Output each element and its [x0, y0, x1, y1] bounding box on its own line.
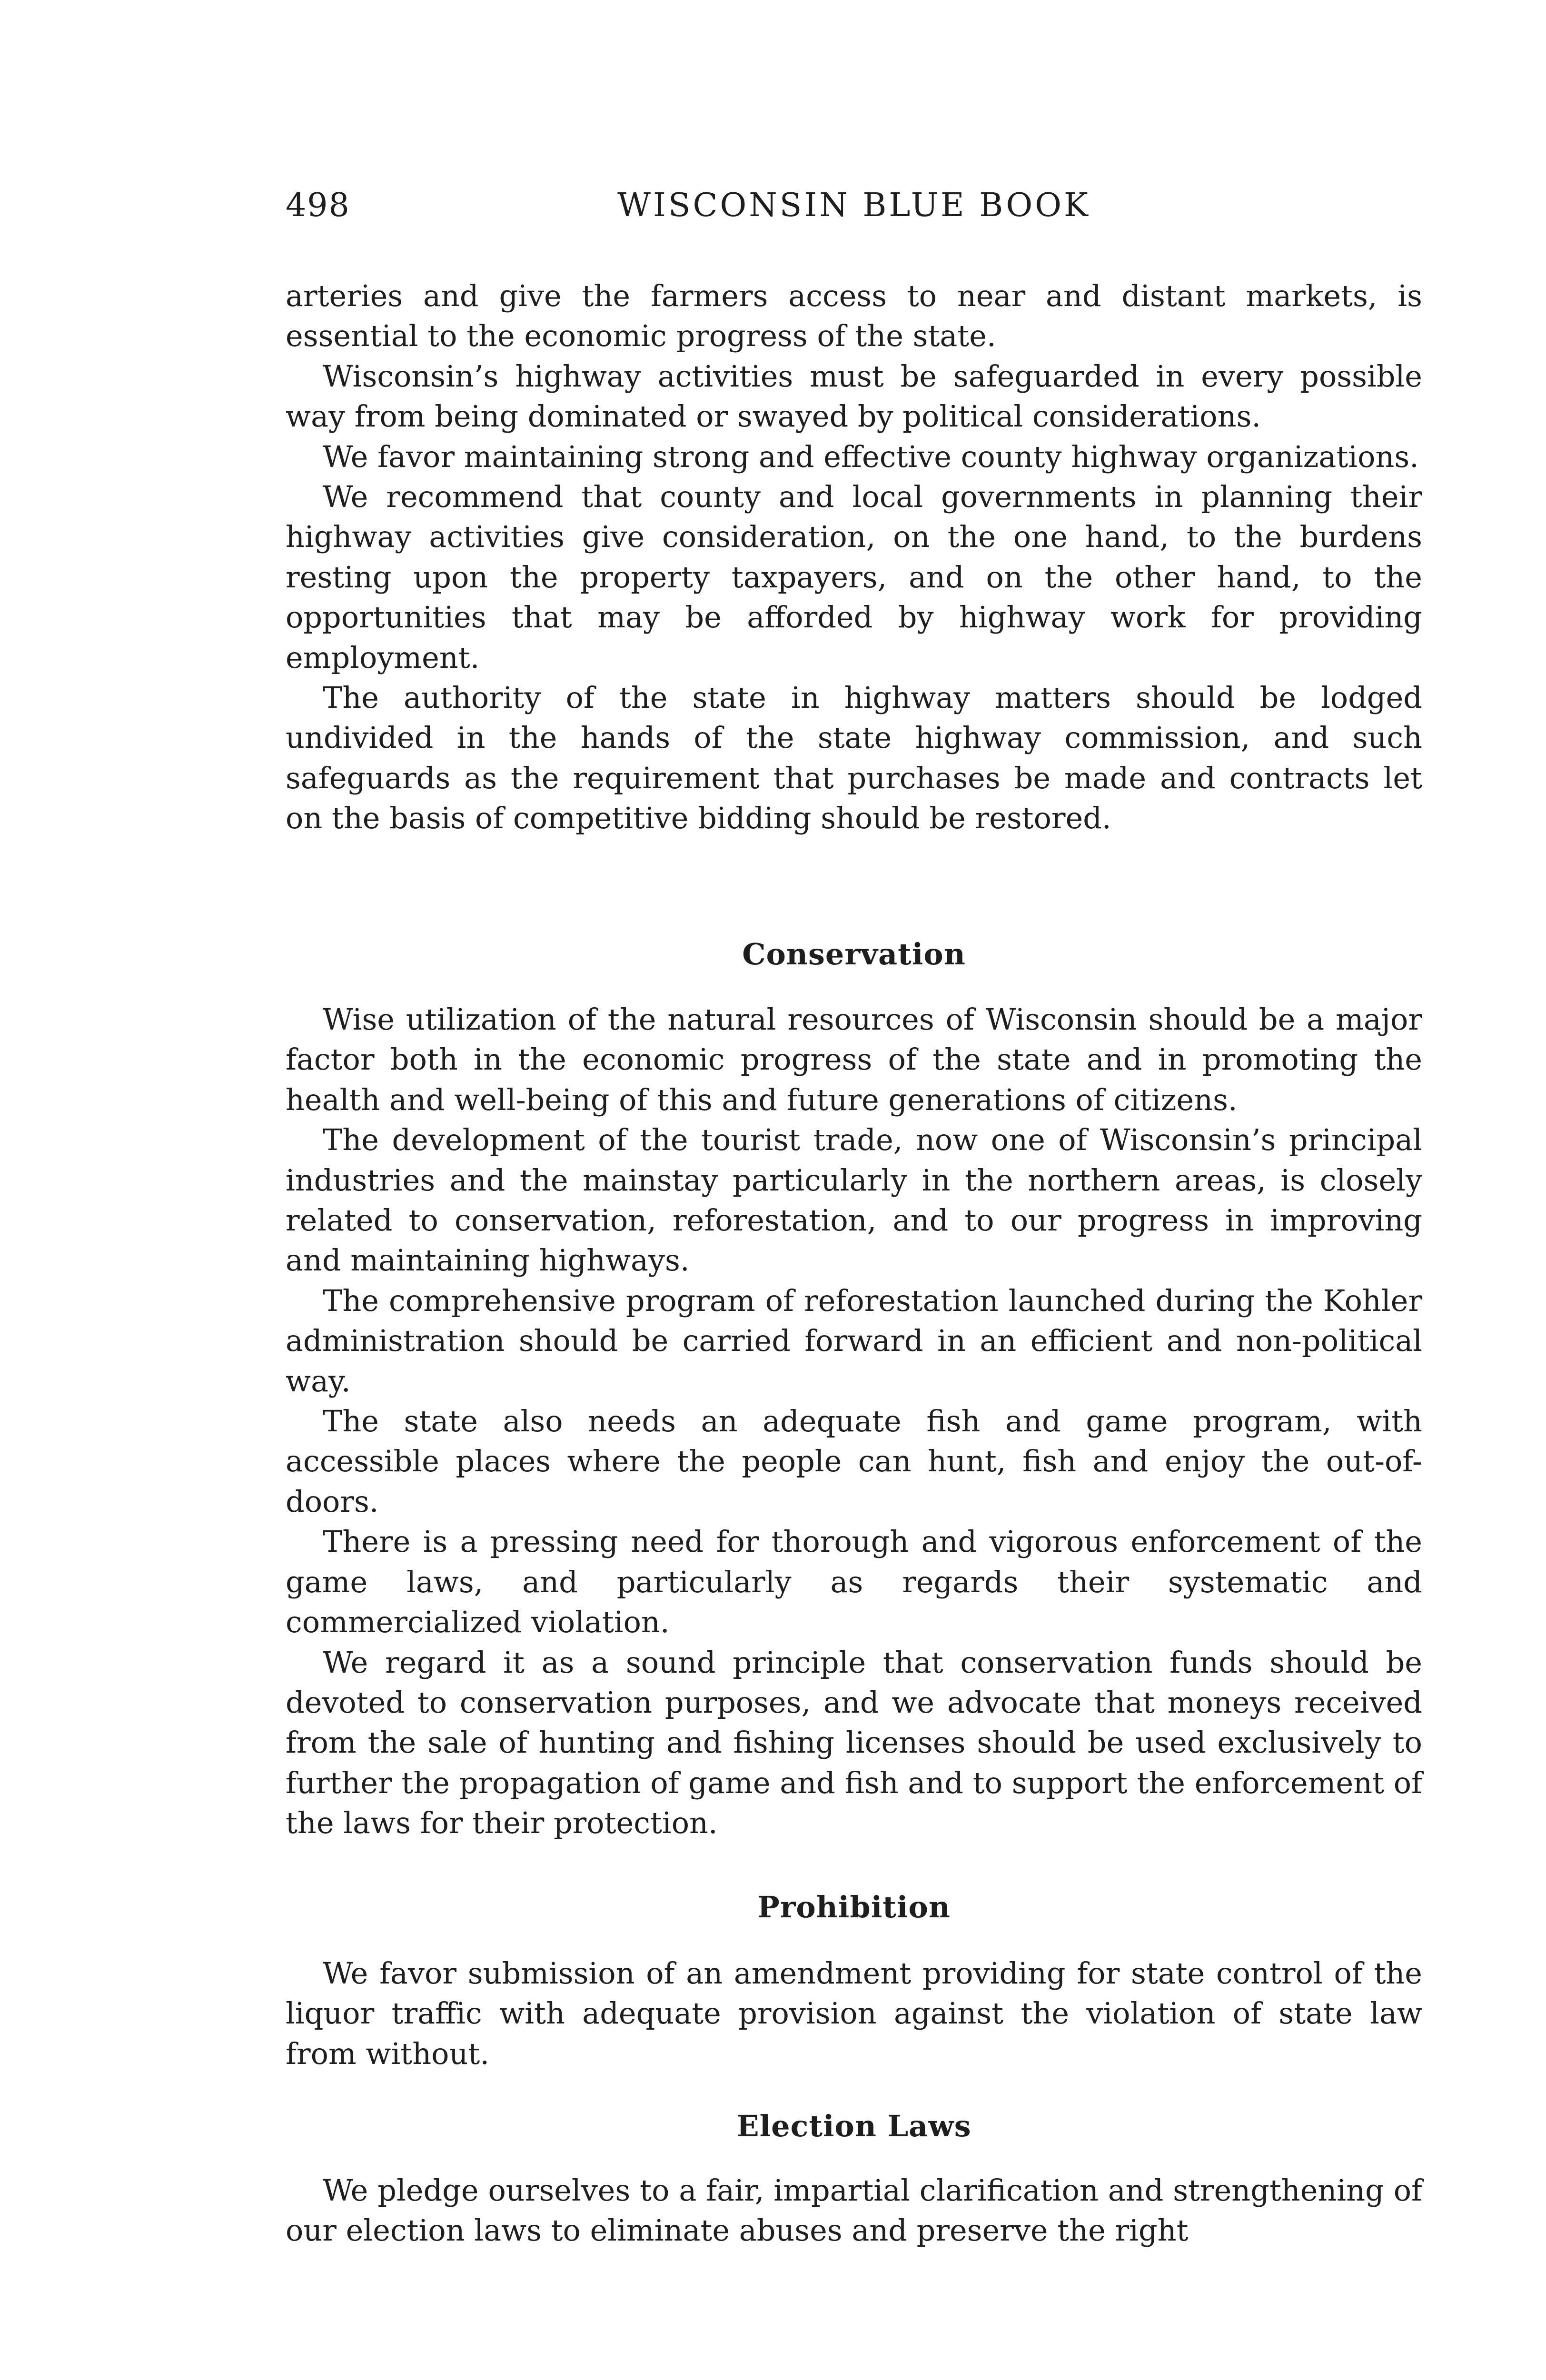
paragraph: The comprehensive program of reforestation launched during the Kohler administration should be carried forward in an efficient and non-political way.	[286, 1283, 1422, 1398]
paragraph: We regard it as a sound principle that conservation funds should be devoted to conservation purposes, and we advocate that moneys received from the sale of hunting and fishing licenses should be used exclusively to further the propagation of game and fish and to support the enforcement of the laws for their protection.	[286, 1645, 1422, 1841]
election-laws-heading: Election Laws	[736, 2109, 971, 2143]
page-header	[286, 187, 1422, 234]
paragraph: The authority of the state in highway matters should be lodged undivided in the hands of the state highway commission, and such safeguards as the requirement that purchases be made and contracts let on the basis of competitive bidding should be restored.	[286, 680, 1422, 836]
paragraph: We pledge ourselves to a fair, impartial clarification and strengthening of our election laws to eliminate abuses and preserve the right	[286, 2173, 1422, 2248]
paragraph: There is a pressing need for thorough and vigorous enforcement of the game laws, and particularly as regards their systematic and commercialized violation.	[286, 1524, 1422, 1640]
paragraph: The development of the tourist trade, now one of Wisconsin’s principal industries and the mainstay particularly in the northern areas, is closely related to conservation, reforestation, and to our progress in improving and maintaining highways.	[286, 1122, 1422, 1278]
prohibition-heading: Prohibition	[757, 1890, 951, 1924]
paragraph: We favor maintaining strong and effective county highway organizations.	[323, 439, 1419, 474]
conservation-heading: Conservation	[742, 937, 966, 972]
page-number: 498	[286, 187, 350, 224]
election-laws-section-text	[286, 2171, 1422, 2251]
paragraph: We favor submission of an amendment providing for state control of the liquor traffic with adequate provision against the violation of state law from without.	[286, 1956, 1422, 2071]
paragraph: Wisconsin’s highway activities must be safeguarded in every possible way from being dominated or swayed by political considerations.	[286, 358, 1422, 434]
paragraph: We recommend that county and local governments in planning their highway activities give consideration, on the one hand, to the burdens resting upon the property taxpayers, and on the other hand, to the opportunities that may be afforded by highway work for providing employment.	[286, 479, 1422, 675]
conservation-section-text	[286, 1000, 1422, 1844]
highway-section-text	[286, 276, 1422, 839]
running-title: WISCONSIN BLUE BOOK	[617, 187, 1090, 224]
paragraph: Wise utilization of the natural resources of Wisconsin should be a major factor both in the economic progress of the state and in promoting the health and well-being of this and future generations of citizens.	[286, 1002, 1422, 1117]
paragraph: The state also needs an adequate fish and game program, with accessible places where the people can hunt, fish and enjoy the out-of-doors.	[286, 1404, 1422, 1519]
prohibition-section-text	[286, 1954, 1422, 2074]
paragraph: arteries and give the farmers access to near and distant markets, is essential to the economic progress of the state.	[286, 278, 1422, 354]
